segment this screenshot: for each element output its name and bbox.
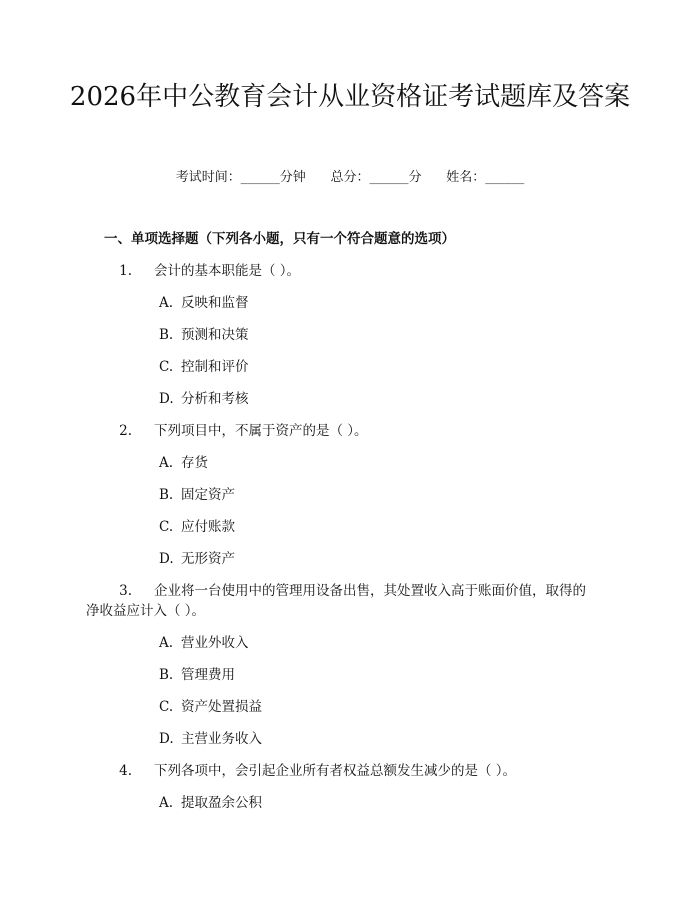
question-3 [106, 581, 606, 601]
question-3-option-b [159, 665, 235, 685]
option-letter: B. [159, 667, 174, 683]
option-text: 管理费用 [181, 667, 235, 683]
option-letter: D. [159, 731, 174, 747]
question-2-option-d [159, 549, 235, 569]
question-3-option-d [159, 729, 262, 749]
option-letter: C. [159, 359, 174, 375]
option-text: 控制和评价 [181, 359, 249, 375]
question-text: 下列各项中，会引起企业所有者权益总额发生减少的是（ ）。 [154, 763, 517, 779]
option-text: 存货 [181, 455, 208, 471]
option-letter: B. [159, 327, 174, 343]
option-letter: A. [159, 455, 174, 471]
question-number: 2. [119, 423, 132, 439]
question-2-option-b [159, 485, 235, 505]
question-1-option-a [159, 293, 249, 313]
question-4-option-a [159, 793, 262, 813]
option-text: 预测和决策 [181, 327, 249, 343]
option-letter: A. [159, 635, 174, 651]
option-letter: A. [159, 295, 174, 311]
question-text: 下列项目中，不属于资产的是（ ）。 [154, 423, 368, 439]
option-letter: D. [159, 551, 174, 567]
option-text: 主营业务收入 [181, 731, 262, 747]
question-1-option-b [159, 325, 249, 345]
option-text: 无形资产 [181, 551, 235, 567]
option-text: 应付账款 [181, 519, 235, 535]
option-letter: D. [159, 391, 174, 407]
question-text-line-1: 企业将一台使用中的管理用设备出售，其处置收入高于账面价值，取得的 [154, 583, 586, 599]
document-title: 2026年中公教育会计从业资格证考试题库及答案 [69, 82, 631, 112]
question-2-option-a [159, 453, 208, 473]
exam-info-line: 考试时间：______分钟 总分：______分 姓名：______ [175, 170, 525, 185]
question-number: 1. [119, 263, 132, 279]
question-1-option-d [159, 389, 249, 409]
question-text-line-2: 净收益应计入（ ）。 [86, 603, 206, 619]
question-2-option-c [159, 517, 235, 537]
option-text: 提取盈余公积 [181, 795, 262, 811]
question-1-option-c [159, 357, 249, 377]
option-text: 固定资产 [181, 487, 235, 503]
question-text: 会计的基本职能是（ ）。 [154, 263, 301, 279]
section-heading: 一、单项选择题（下列各小题，只有一个符合题意的选项） [104, 231, 455, 247]
question-4 [106, 761, 606, 781]
option-letter: B. [159, 487, 174, 503]
option-text: 反映和监督 [181, 295, 249, 311]
option-text: 资产处置损益 [181, 699, 262, 715]
option-letter: C. [159, 699, 174, 715]
question-3-continuation [86, 601, 586, 621]
option-text: 分析和考核 [181, 391, 249, 407]
question-number: 3. [119, 583, 132, 599]
question-1 [106, 261, 606, 281]
question-3-option-c [159, 697, 262, 717]
option-letter: C. [159, 519, 174, 535]
question-number: 4. [119, 763, 132, 779]
option-text: 营业外收入 [181, 635, 249, 651]
option-letter: A. [159, 795, 174, 811]
question-3-option-a [159, 633, 249, 653]
question-2 [106, 421, 606, 441]
